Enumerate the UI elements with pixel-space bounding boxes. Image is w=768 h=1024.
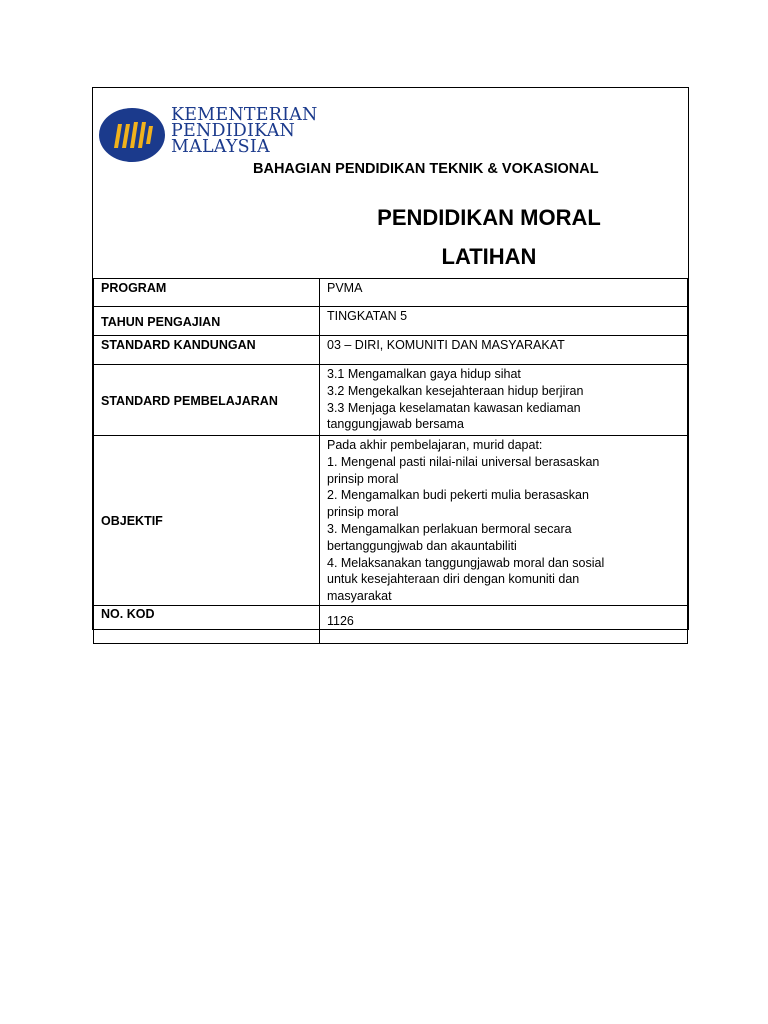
division-name: BAHAGIAN PENDIDIKAN TEKNIK & VOKASIONAL bbox=[253, 161, 599, 177]
pembelajaran-value bbox=[320, 365, 688, 436]
objektif-line: bertanggungjwab dan akauntabiliti bbox=[327, 538, 517, 553]
kandungan-label: STANDARD KANDUNGAN bbox=[94, 336, 320, 365]
document-cover-box bbox=[92, 87, 689, 630]
logo-line-3: MALAYSIA bbox=[171, 137, 270, 157]
ministry-logo bbox=[98, 104, 328, 164]
objektif-value bbox=[320, 436, 688, 606]
objektif-line: untuk kesejahteraan diri dengan komuniti dan bbox=[327, 572, 580, 587]
table-row-program bbox=[94, 279, 688, 307]
table-row-objektif bbox=[94, 436, 688, 606]
logo-line-2: PENDIDIKAN bbox=[171, 121, 296, 141]
objektif-line: 1. Mengenal pasti nilai-nilai universal berasaskan bbox=[327, 454, 600, 469]
objektif-label: OBJEKTIF bbox=[94, 436, 320, 606]
program-label: PROGRAM bbox=[94, 279, 320, 307]
objektif-line: 3. Mengamalkan perlakuan bermoral secara bbox=[327, 521, 572, 536]
pembelajaran-label: STANDARD PEMBELAJARAN bbox=[94, 365, 320, 436]
objektif-line: masyarakat bbox=[327, 589, 392, 604]
pembelajaran-line: 3.3 Menjaga keselamatan kawasan kediaman bbox=[327, 400, 581, 415]
table-row-kod bbox=[94, 605, 688, 643]
tahun-value: TINGKATAN 5 bbox=[320, 307, 688, 336]
objektif-line: prinsip moral bbox=[327, 505, 399, 520]
pembelajaran-line: tanggungjawab bersama bbox=[327, 417, 464, 432]
info-table bbox=[93, 278, 688, 644]
objektif-line: prinsip moral bbox=[327, 471, 399, 486]
table-row-tahun bbox=[94, 307, 688, 336]
table-row-kandungan bbox=[94, 336, 688, 365]
pembelajaran-line: 3.1 Mengamalkan gaya hidup sihat bbox=[327, 367, 521, 381]
pembelajaran-line: 3.2 Mengekalkan kesejahteraan hidup berjiran bbox=[327, 383, 584, 398]
objektif-line: 4. Melaksanakan tanggungjawab moral dan sosial bbox=[327, 555, 605, 570]
page-subtitle: LATIHAN bbox=[441, 244, 537, 269]
logo-line-1: KEMENTERIAN bbox=[171, 105, 318, 125]
kod-label: NO. KOD bbox=[94, 605, 320, 643]
ministry-emblem-icon bbox=[98, 104, 168, 164]
objektif-line: Pada akhir pembelajaran, murid dapat: bbox=[327, 438, 543, 452]
objektif-line: 2. Mengamalkan budi pekerti mulia berasaskan bbox=[327, 488, 589, 503]
tahun-label: TAHUN PENGAJIAN bbox=[94, 307, 320, 336]
kandungan-value: 03 – DIRI, KOMUNITI DAN MASYARAKAT bbox=[320, 336, 688, 365]
program-value: PVMA bbox=[320, 279, 688, 307]
kod-value: 1126 bbox=[320, 605, 688, 643]
logo-wordmark bbox=[171, 107, 318, 155]
page-title: PENDIDIKAN MORAL bbox=[377, 205, 601, 230]
table-row-pembelajaran bbox=[94, 365, 688, 436]
